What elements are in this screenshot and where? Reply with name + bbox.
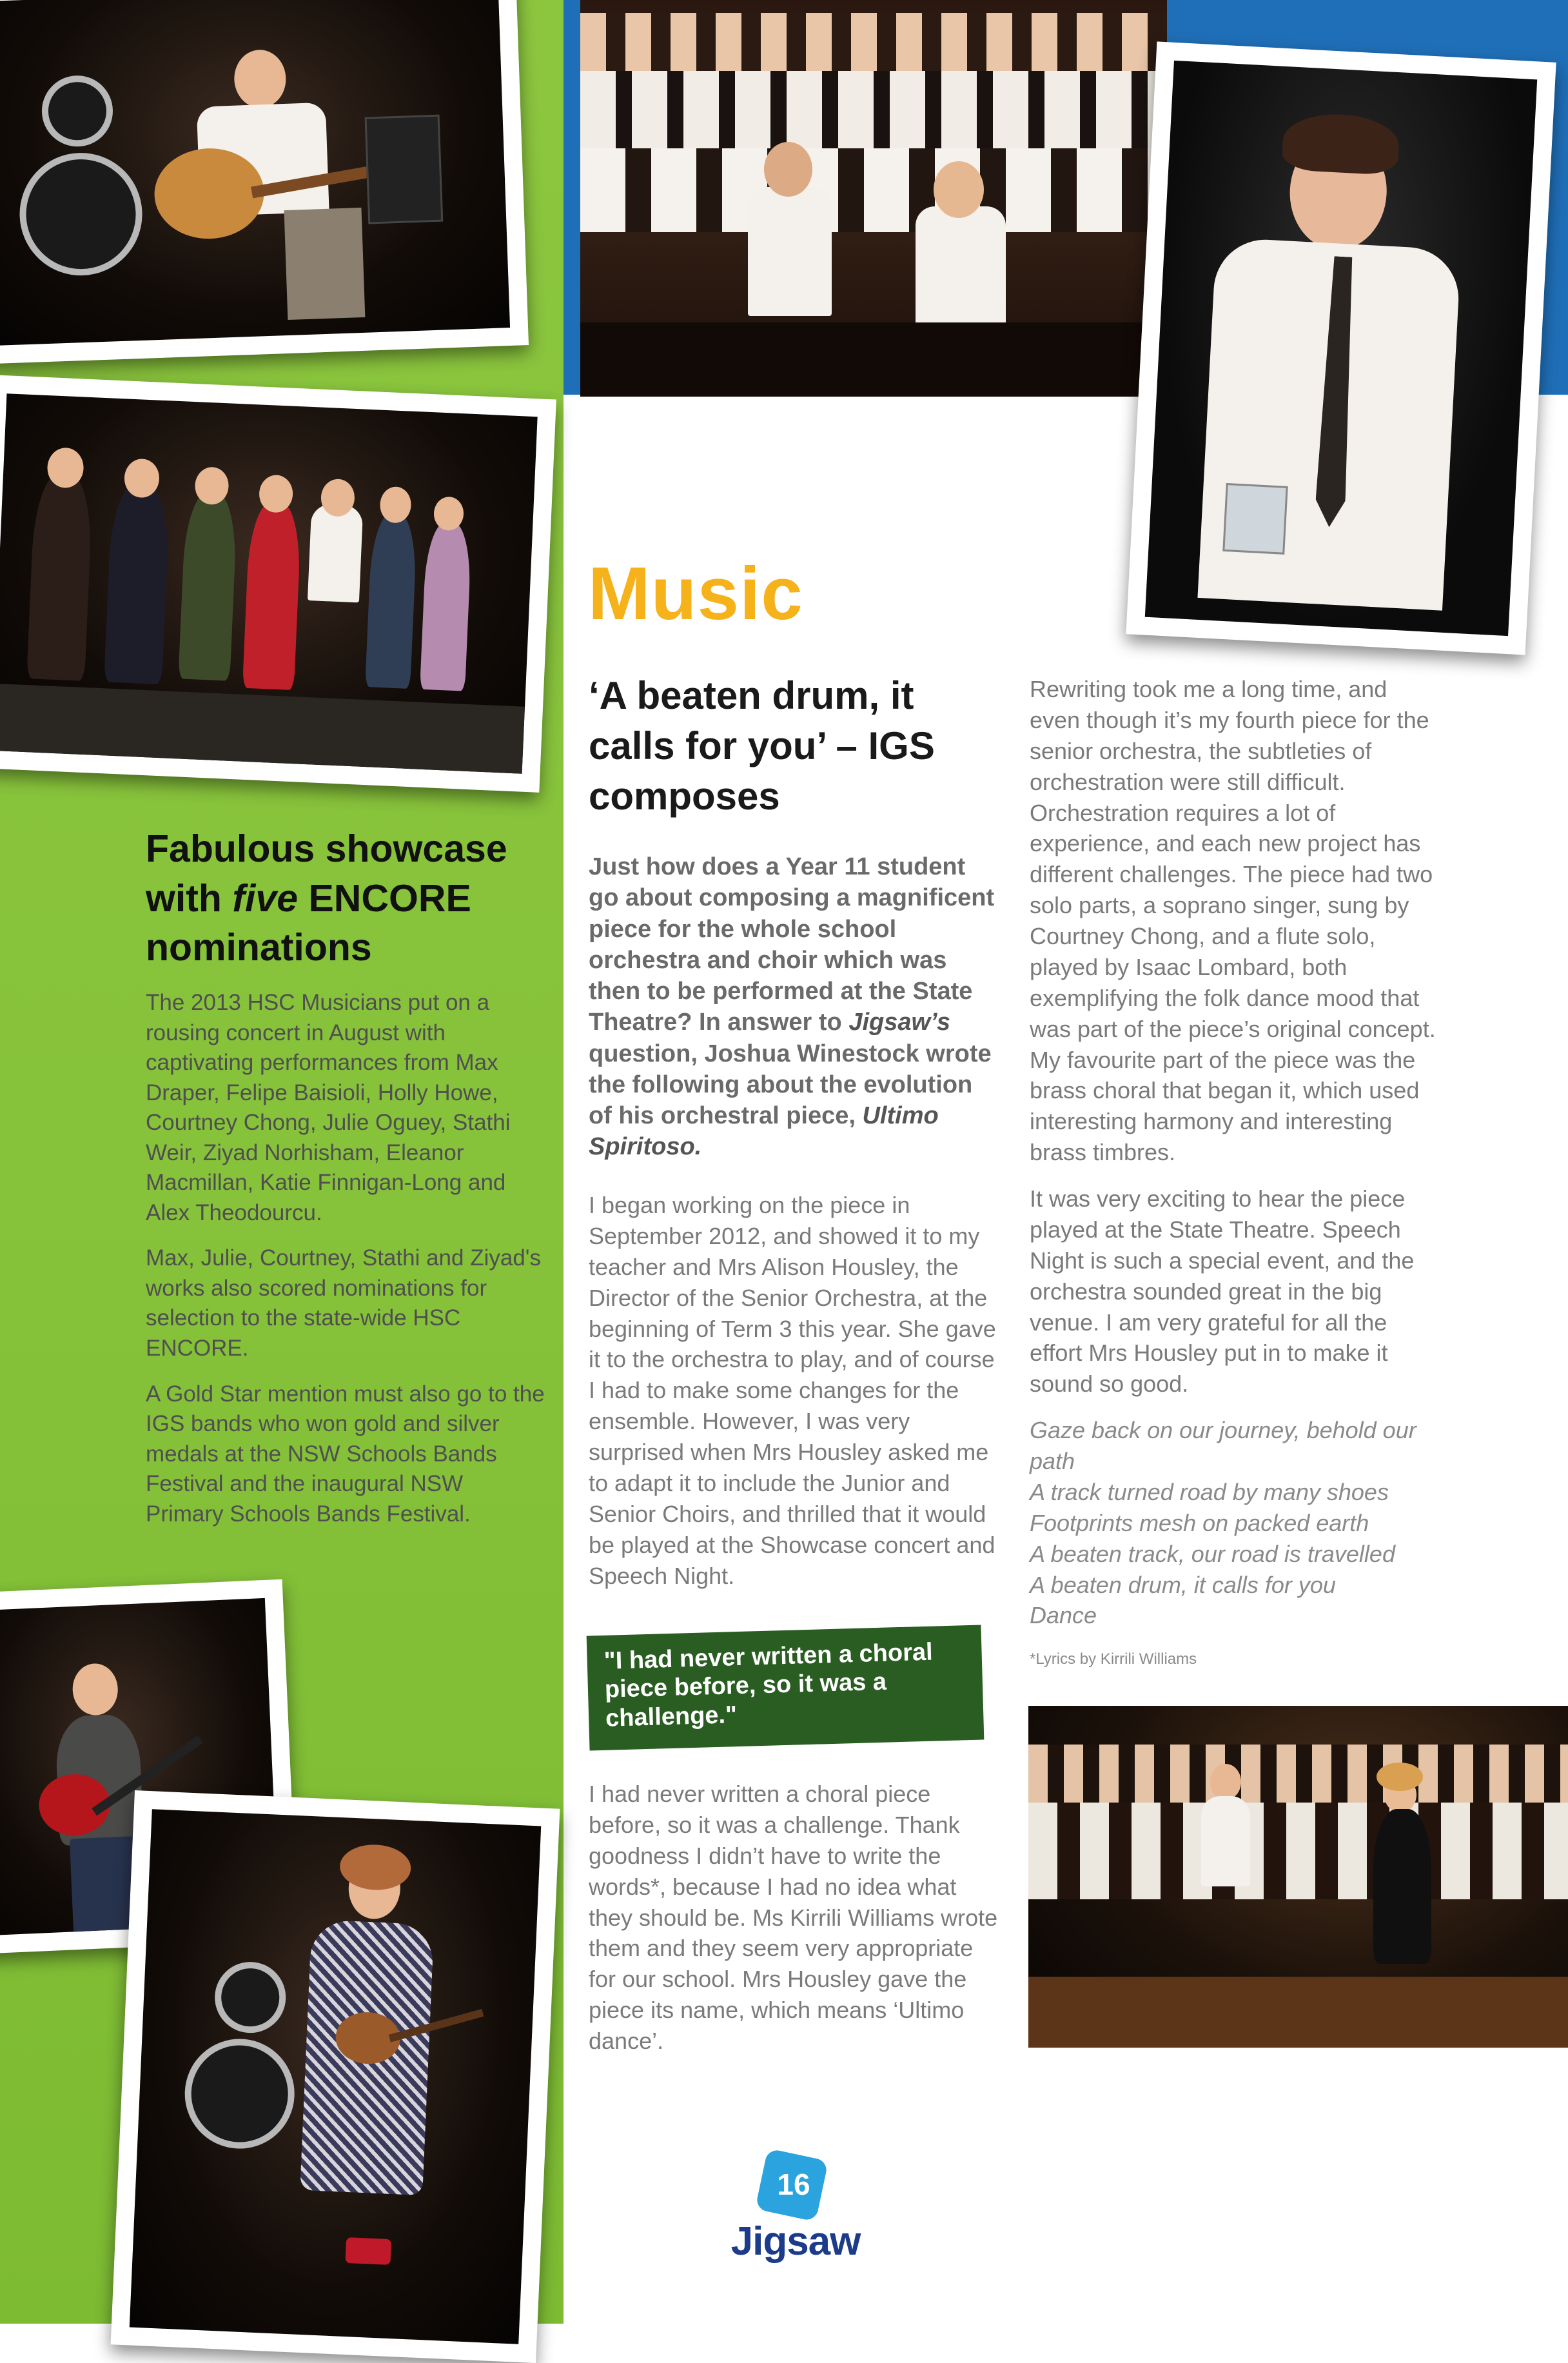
- lyric-line: Dance: [1030, 1602, 1097, 1629]
- photo-guitarist-solo: [0, 0, 529, 364]
- logo-wordmark: Jigsaw: [730, 2219, 861, 2264]
- middle-column-body: [589, 1190, 1001, 1607]
- lyrics-footnote: *Lyrics by Kirrili Williams: [1030, 1650, 1197, 1668]
- lyric-line: A track turned road by many shoes: [1030, 1478, 1389, 1505]
- pull-quote: [587, 1625, 985, 1750]
- page-number: 16: [777, 2168, 810, 2201]
- middle-paragraph: I began working on the piece in September 2012, and showed it to my teacher and Mrs Alison Housley, the Director of the Senior Orchestra, at the beginning of Term 3 this year. She gave it to the orchestra to play, and of course I had to make some changes for the ensemble. However, I was very surprised when Mrs Housley asked me to adapt it to include the Junior and Senior Choirs, and thrilled that it would be played at the Showcase concert and Speech Night.: [589, 1192, 996, 1589]
- left-heading-emphasis: five: [232, 876, 299, 920]
- intro-emphasis: Jigsaw’s: [848, 1009, 951, 1036]
- photo-performers-bow: [0, 375, 556, 793]
- lyric-line: Footprints mesh on packed earth: [1030, 1509, 1369, 1536]
- photo-composer-portrait: [1126, 41, 1556, 655]
- photo-ukulele-singer: [111, 1790, 560, 2363]
- middle-column-body-2: [589, 1779, 1001, 2072]
- pull-quote-text: "I had never written a choral piece before, so it was a challenge.": [603, 1638, 934, 1732]
- article-intro: [589, 851, 1001, 1163]
- photo-orchestra-conductor: [1028, 1706, 1568, 2048]
- left-paragraph: A Gold Star mention must also go to the IGS bands who won gold and silver medals at the NSW Schools Bands Festival and the inaugural NSW Primary Schools Bands Festival.: [146, 1381, 545, 1527]
- lyrics-block: [1030, 1415, 1442, 1631]
- left-paragraph: Max, Julie, Courtney, Stathi and Ziyad's works also scored nominations for selection to the state-wide HSC ENCORE.: [146, 1245, 541, 1361]
- left-heading-suffix: ENCORE nominations: [146, 876, 471, 969]
- intro-text: question, Joshua Winestock wrote the following about the evolution of his orchestral piece,: [589, 1040, 992, 1129]
- right-paragraph: It was very exciting to hear the piece played at the State Theatre. Speech Night is such a special event, and the orchestra sounded great in the big venue. I am very grateful for all the effort Mrs Housley put in to make it sound so good.: [1030, 1185, 1415, 1398]
- right-paragraph: Rewriting took me a long time, and even though it’s my fourth piece for the senior orchestra, the subtleties of orchestration were still difficult. Orchestration requires a lot of experience, and each new project has different challenges. The piece had two solo parts, a soprano singer, sung by Courtney Chong, and a flute solo, played by Isaac Lombard, both exemplifying the folk dance mood that was part of the piece’s original concept. My favourite part of the piece was the brass choral that began it, which used interesting harmony and interesting brass timbres.: [1030, 676, 1436, 1166]
- left-heading-prefix: Fabulous showcase with: [146, 827, 507, 920]
- photo-choir-orchestra: [580, 0, 1167, 397]
- left-paragraph: The 2013 HSC Musicians put on a rousing concert in August with captivating performances from Max Draper, Felipe Baisioli, Holly Howe, Courtney Chong, Julie Oguey, Stathi Weir, Ziyad Norhisham, Eleanor Macmillan, Katie Finnigan-Long and Alex Theodourcu.: [146, 990, 511, 1225]
- intro-emphasis: Ultimo Spiritoso.: [589, 1102, 939, 1161]
- left-column-body: [146, 988, 545, 1545]
- jigsaw-logo: [722, 2154, 864, 2283]
- section-title: Music: [588, 551, 803, 635]
- right-column-body: [1030, 674, 1442, 1668]
- left-column-heading: [146, 824, 545, 973]
- lyric-line: A beaten track, our road is travelled: [1030, 1540, 1395, 1567]
- lyric-line: Gaze back on our journey, behold our path: [1030, 1417, 1416, 1474]
- intro-text: Just how does a Year 11 student go about composing a magnificent piece for the whole school orchestra and choir which was then to be performed at the State Theatre? In answer to: [589, 853, 995, 1036]
- article-subheading: ‘A beaten drum, it calls for you’ – IGS composes: [589, 674, 935, 818]
- middle-paragraph: I had never written a choral piece before, so it was a challenge. Thank goodness I didn’t have to write the words*, because I had no idea what they should be. Ms Kirrili Williams wrote them and they seem very appropriate for our school. Mrs Housley gave the piece its name, which means ‘Ultimo dance’.: [589, 1781, 998, 2054]
- lyric-line: A beaten drum, it calls for you: [1030, 1571, 1336, 1598]
